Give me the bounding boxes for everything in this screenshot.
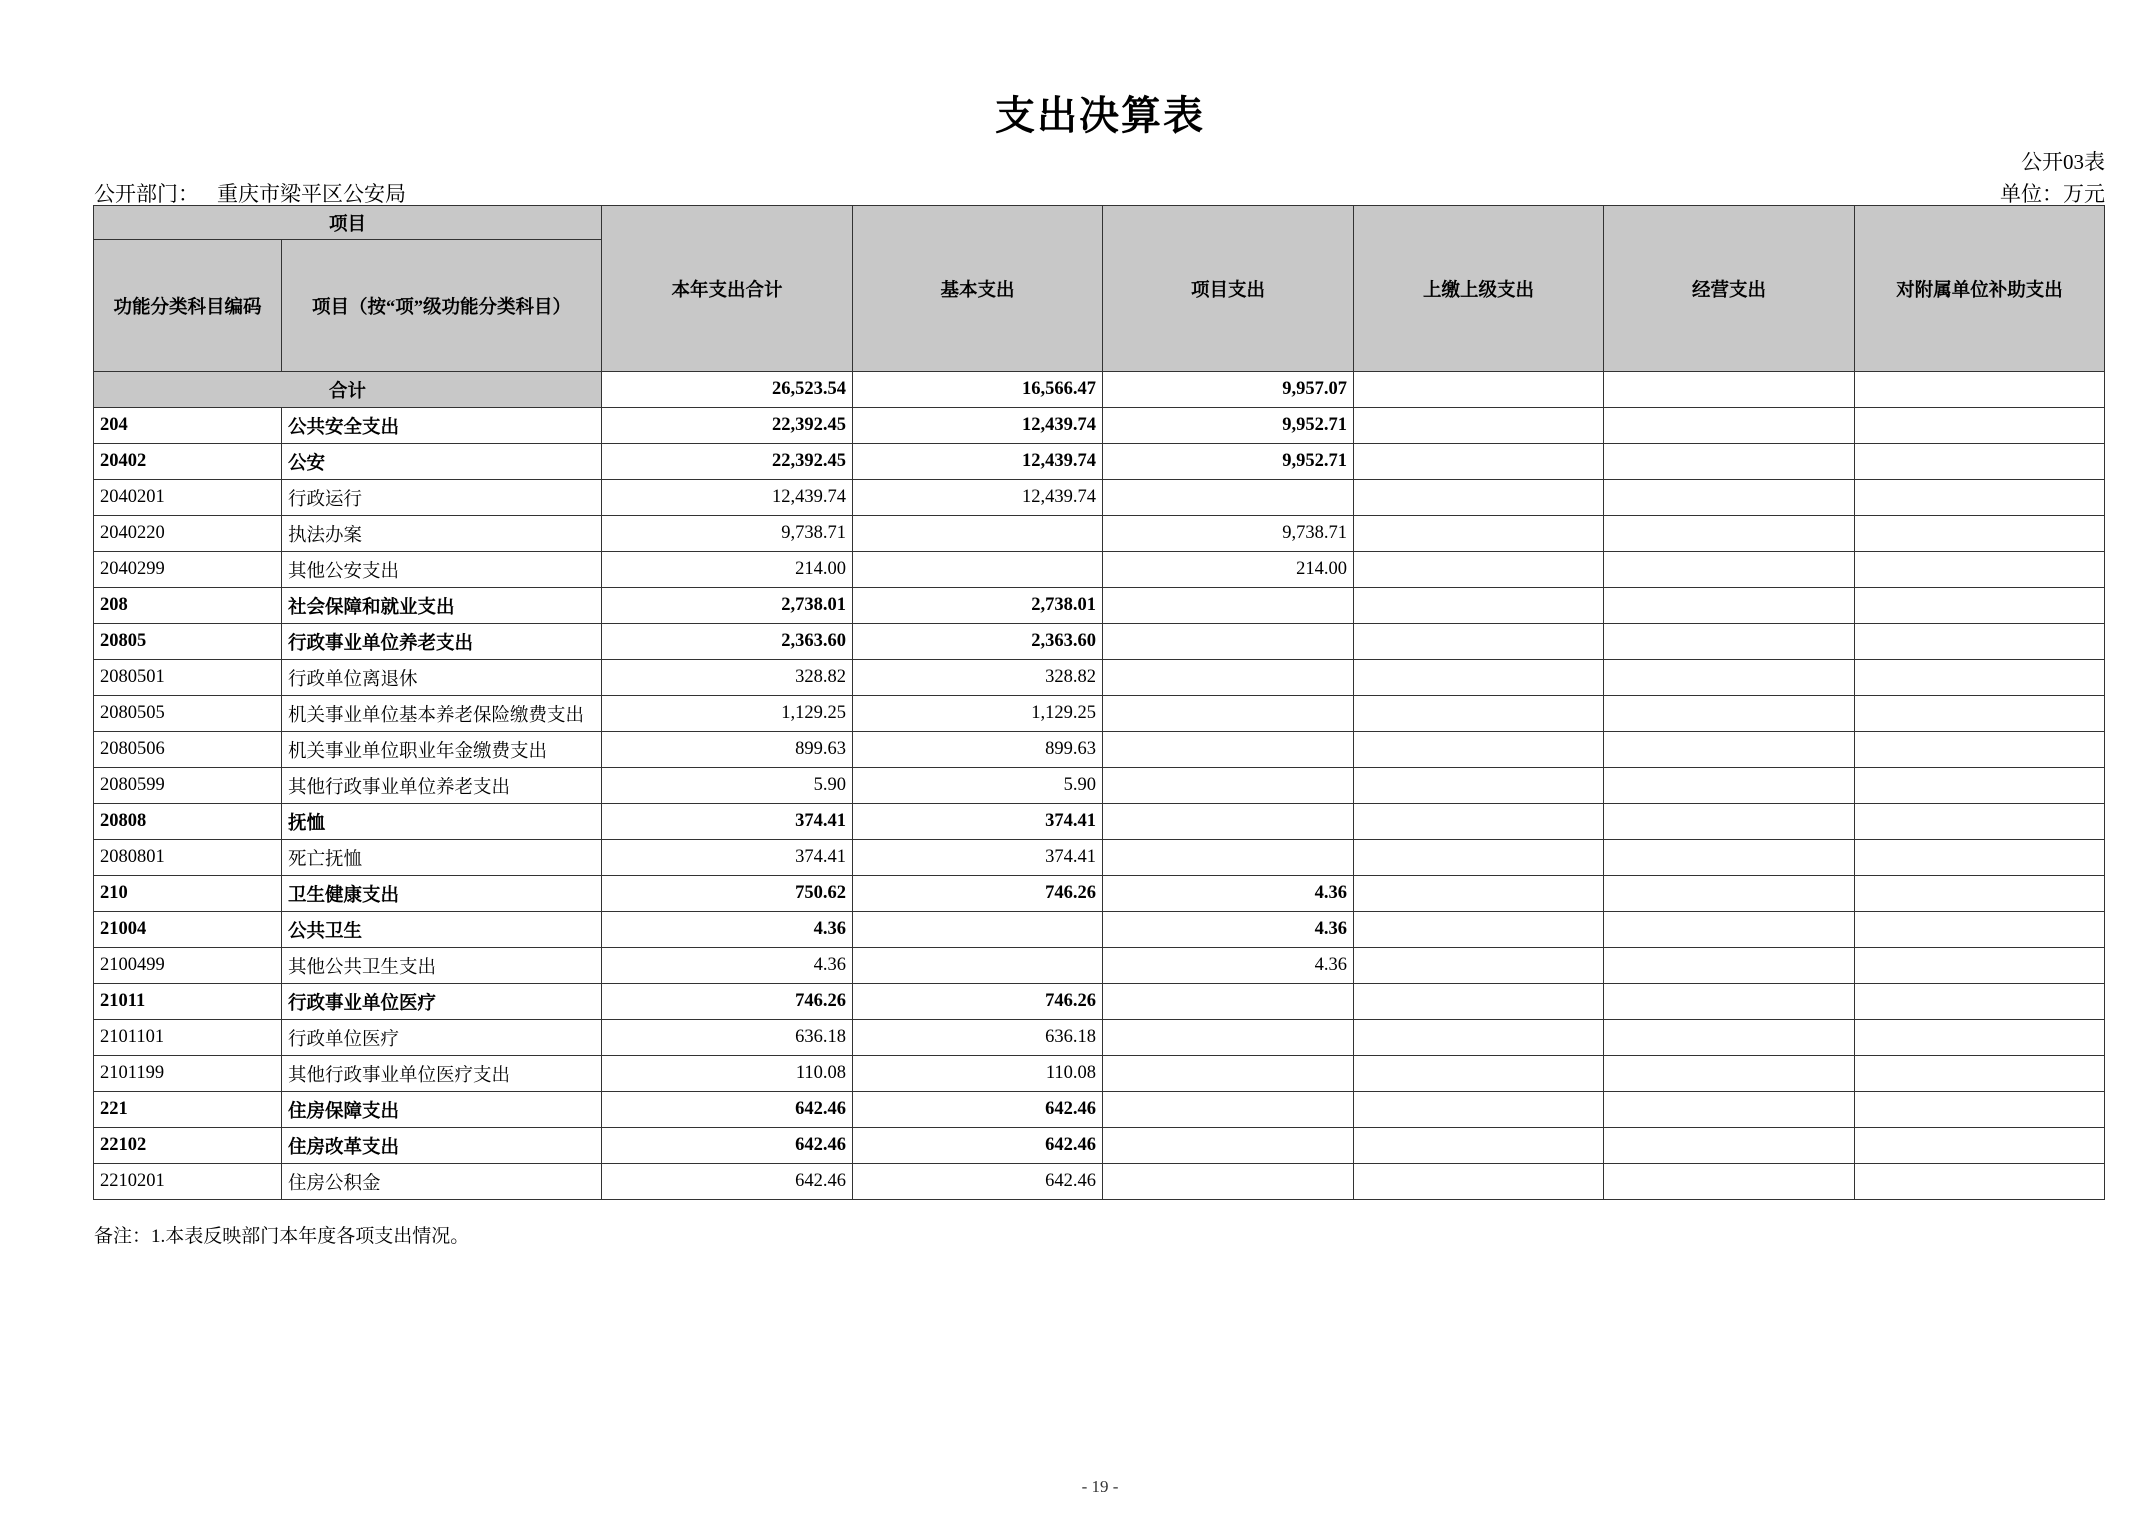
- code-cell: 210: [94, 876, 282, 912]
- project-cell: [1103, 660, 1354, 696]
- basic-cell: 16,566.47: [853, 372, 1103, 408]
- project-cell: [1103, 1056, 1354, 1092]
- business-cell: [1604, 912, 1855, 948]
- name-cell: 社会保障和就业支出: [282, 588, 602, 624]
- department-label: 公开部门：: [94, 182, 199, 206]
- project-cell: 4.36: [1103, 948, 1354, 984]
- total-cell: 5.90: [602, 768, 853, 804]
- table-row: [94, 768, 2105, 804]
- upper-cell: [1354, 732, 1604, 768]
- header-code: 功能分类科目编码: [94, 240, 282, 372]
- header-project-expenditure: 项目支出: [1103, 206, 1354, 372]
- subsidy-cell: [1855, 876, 2105, 912]
- subsidy-cell: [1855, 372, 2105, 408]
- subsidy-cell: [1855, 1020, 2105, 1056]
- project-cell: [1103, 840, 1354, 876]
- code-cell: 21011: [94, 984, 282, 1020]
- total-cell: 1,129.25: [602, 696, 853, 732]
- project-cell: 4.36: [1103, 876, 1354, 912]
- table-row: [94, 552, 2105, 588]
- upper-cell: [1354, 552, 1604, 588]
- total-cell: 642.46: [602, 1092, 853, 1128]
- table-row: [94, 624, 2105, 660]
- header-subsidy: 对附属单位补助支出: [1855, 206, 2105, 372]
- table-row: [94, 516, 2105, 552]
- business-cell: [1604, 768, 1855, 804]
- business-cell: [1604, 624, 1855, 660]
- name-cell: 机关事业单位职业年金缴费支出: [282, 732, 602, 768]
- upper-cell: [1354, 588, 1604, 624]
- basic-cell: 2,738.01: [853, 588, 1103, 624]
- subsidy-cell: [1855, 696, 2105, 732]
- header-row-1: [94, 206, 2105, 240]
- upper-cell: [1354, 804, 1604, 840]
- subsidy-cell: [1855, 1056, 2105, 1092]
- project-cell: 9,952.71: [1103, 408, 1354, 444]
- project-cell: 9,957.07: [1103, 372, 1354, 408]
- code-cell: 221: [94, 1092, 282, 1128]
- total-cell: 899.63: [602, 732, 853, 768]
- upper-cell: [1354, 948, 1604, 984]
- header-name: 项目（按“项”级功能分类科目）: [282, 240, 602, 372]
- upper-cell: [1354, 444, 1604, 480]
- upper-cell: [1354, 660, 1604, 696]
- name-cell: 行政单位离退休: [282, 660, 602, 696]
- name-cell: 其他公安支出: [282, 552, 602, 588]
- name-cell: 住房公积金: [282, 1164, 602, 1200]
- unit-label: 单位：万元: [2000, 182, 2105, 206]
- code-cell: 2080501: [94, 660, 282, 696]
- name-cell: 其他公共卫生支出: [282, 948, 602, 984]
- table-row: [94, 732, 2105, 768]
- name-cell: 卫生健康支出: [282, 876, 602, 912]
- upper-cell: [1354, 1128, 1604, 1164]
- project-cell: [1103, 1020, 1354, 1056]
- total-cell: 328.82: [602, 660, 853, 696]
- total-cell: 2,738.01: [602, 588, 853, 624]
- project-cell: [1103, 696, 1354, 732]
- name-cell: 死亡抚恤: [282, 840, 602, 876]
- basic-cell: 746.26: [853, 984, 1103, 1020]
- page-number: - 19 -: [1081, 1477, 1119, 1496]
- upper-cell: [1354, 696, 1604, 732]
- subsidy-cell: [1855, 984, 2105, 1020]
- total-cell: 750.62: [602, 876, 853, 912]
- basic-cell: 2,363.60: [853, 624, 1103, 660]
- header-basic: 基本支出: [853, 206, 1103, 372]
- department-name: 重庆市梁平区公安局: [217, 182, 406, 206]
- table-row: [94, 1056, 2105, 1092]
- code-cell: 20402: [94, 444, 282, 480]
- subsidy-cell: [1855, 1092, 2105, 1128]
- upper-cell: [1354, 1092, 1604, 1128]
- upper-cell: [1354, 480, 1604, 516]
- project-cell: 4.36: [1103, 912, 1354, 948]
- name-cell: 行政运行: [282, 480, 602, 516]
- basic-cell: 374.41: [853, 840, 1103, 876]
- table-row: [94, 588, 2105, 624]
- subsidy-cell: [1855, 480, 2105, 516]
- basic-cell: 642.46: [853, 1092, 1103, 1128]
- table-row: [94, 1164, 2105, 1200]
- business-cell: [1604, 1056, 1855, 1092]
- table-row: [94, 948, 2105, 984]
- subsidy-cell: [1855, 840, 2105, 876]
- header-business: 经营支出: [1604, 206, 1855, 372]
- basic-cell: 746.26: [853, 876, 1103, 912]
- project-cell: [1103, 1164, 1354, 1200]
- subsidy-cell: [1855, 1128, 2105, 1164]
- total-cell: 22,392.45: [602, 408, 853, 444]
- code-cell: 2040299: [94, 552, 282, 588]
- table-row: [94, 984, 2105, 1020]
- header-project: 项目: [94, 206, 602, 240]
- total-cell: 22,392.45: [602, 444, 853, 480]
- basic-cell: [853, 516, 1103, 552]
- basic-cell: 642.46: [853, 1164, 1103, 1200]
- project-cell: [1103, 588, 1354, 624]
- business-cell: [1604, 984, 1855, 1020]
- project-cell: [1103, 984, 1354, 1020]
- upper-cell: [1354, 1164, 1604, 1200]
- total-cell: 2,363.60: [602, 624, 853, 660]
- total-cell: 374.41: [602, 804, 853, 840]
- basic-cell: 374.41: [853, 804, 1103, 840]
- subsidy-cell: [1855, 732, 2105, 768]
- upper-cell: [1354, 516, 1604, 552]
- code-cell: 2080599: [94, 768, 282, 804]
- table-row: [94, 840, 2105, 876]
- basic-cell: 899.63: [853, 732, 1103, 768]
- project-cell: 9,738.71: [1103, 516, 1354, 552]
- name-cell: 执法办案: [282, 516, 602, 552]
- code-cell: 20808: [94, 804, 282, 840]
- total-cell: 642.46: [602, 1128, 853, 1164]
- name-cell: 公安: [282, 444, 602, 480]
- business-cell: [1604, 1128, 1855, 1164]
- subsidy-cell: [1855, 408, 2105, 444]
- business-cell: [1604, 876, 1855, 912]
- total-cell: 26,523.54: [602, 372, 853, 408]
- upper-cell: [1354, 372, 1604, 408]
- table-row: [94, 912, 2105, 948]
- upper-cell: [1354, 1020, 1604, 1056]
- total-cell: 4.36: [602, 912, 853, 948]
- basic-cell: 328.82: [853, 660, 1103, 696]
- code-cell: 2100499: [94, 948, 282, 984]
- table-row: [94, 1128, 2105, 1164]
- total-cell: 374.41: [602, 840, 853, 876]
- table-row: [94, 480, 2105, 516]
- name-cell: 其他行政事业单位养老支出: [282, 768, 602, 804]
- project-cell: 9,952.71: [1103, 444, 1354, 480]
- subsidy-cell: [1855, 516, 2105, 552]
- business-cell: [1604, 660, 1855, 696]
- code-cell: 2101199: [94, 1056, 282, 1092]
- name-cell: 机关事业单位基本养老保险缴费支出: [282, 696, 602, 732]
- business-cell: [1604, 1020, 1855, 1056]
- upper-cell: [1354, 408, 1604, 444]
- project-cell: [1103, 768, 1354, 804]
- total-cell: 4.36: [602, 948, 853, 984]
- name-cell: 其他行政事业单位医疗支出: [282, 1056, 602, 1092]
- total-cell: 642.46: [602, 1164, 853, 1200]
- name-cell: 住房改革支出: [282, 1128, 602, 1164]
- subsidy-cell: [1855, 948, 2105, 984]
- project-cell: [1103, 1128, 1354, 1164]
- code-cell: 204: [94, 408, 282, 444]
- table-row: [94, 1092, 2105, 1128]
- upper-cell: [1354, 984, 1604, 1020]
- code-cell: 2101101: [94, 1020, 282, 1056]
- code-cell: 2040201: [94, 480, 282, 516]
- upper-cell: [1354, 624, 1604, 660]
- upper-cell: [1354, 840, 1604, 876]
- business-cell: [1604, 840, 1855, 876]
- basic-cell: 12,439.74: [853, 444, 1103, 480]
- table-row: [94, 804, 2105, 840]
- subsidy-cell: [1855, 768, 2105, 804]
- business-cell: [1604, 480, 1855, 516]
- subsidy-cell: [1855, 1164, 2105, 1200]
- basic-cell: 636.18: [853, 1020, 1103, 1056]
- table-row: [94, 876, 2105, 912]
- business-cell: [1604, 588, 1855, 624]
- name-cell: 住房保障支出: [282, 1092, 602, 1128]
- subsidy-cell: [1855, 660, 2105, 696]
- business-cell: [1604, 408, 1855, 444]
- basic-cell: [853, 912, 1103, 948]
- subsidy-cell: [1855, 804, 2105, 840]
- project-cell: [1103, 804, 1354, 840]
- table-row: [94, 444, 2105, 480]
- subsidy-cell: [1855, 912, 2105, 948]
- subsidy-cell: [1855, 588, 2105, 624]
- expenditure-table: [93, 205, 2105, 1200]
- header-total: 本年支出合计: [602, 206, 853, 372]
- basic-cell: 12,439.74: [853, 408, 1103, 444]
- total-label: 合计: [94, 372, 602, 408]
- business-cell: [1604, 804, 1855, 840]
- subsidy-cell: [1855, 444, 2105, 480]
- code-cell: 2080506: [94, 732, 282, 768]
- total-cell: 746.26: [602, 984, 853, 1020]
- business-cell: [1604, 552, 1855, 588]
- name-cell: 抚恤: [282, 804, 602, 840]
- business-cell: [1604, 372, 1855, 408]
- header-upper: 上缴上级支出: [1354, 206, 1604, 372]
- name-cell: 行政事业单位医疗: [282, 984, 602, 1020]
- total-cell: 214.00: [602, 552, 853, 588]
- upper-cell: [1354, 768, 1604, 804]
- code-cell: 21004: [94, 912, 282, 948]
- upper-cell: [1354, 912, 1604, 948]
- code-cell: 2210201: [94, 1164, 282, 1200]
- total-cell: 636.18: [602, 1020, 853, 1056]
- basic-cell: 5.90: [853, 768, 1103, 804]
- business-cell: [1604, 948, 1855, 984]
- basic-cell: 12,439.74: [853, 480, 1103, 516]
- name-cell: 行政事业单位养老支出: [282, 624, 602, 660]
- basic-cell: [853, 552, 1103, 588]
- department-line: [94, 178, 406, 208]
- project-cell: [1103, 624, 1354, 660]
- upper-cell: [1354, 1056, 1604, 1092]
- code-cell: 22102: [94, 1128, 282, 1164]
- name-cell: 行政单位医疗: [282, 1020, 602, 1056]
- total-cell: 9,738.71: [602, 516, 853, 552]
- business-cell: [1604, 1092, 1855, 1128]
- footnote: 备注：1.本表反映部门本年度各项支出情况。: [94, 1226, 470, 1247]
- page-title: 支出决算表: [995, 93, 1205, 138]
- business-cell: [1604, 696, 1855, 732]
- table-row: [94, 660, 2105, 696]
- total-cell: 12,439.74: [602, 480, 853, 516]
- total-cell: 110.08: [602, 1056, 853, 1092]
- table-row: [94, 408, 2105, 444]
- total-row: [94, 372, 2105, 408]
- name-cell: 公共卫生: [282, 912, 602, 948]
- business-cell: [1604, 444, 1855, 480]
- code-cell: 2080505: [94, 696, 282, 732]
- subsidy-cell: [1855, 624, 2105, 660]
- project-cell: 214.00: [1103, 552, 1354, 588]
- table-row: [94, 696, 2105, 732]
- basic-cell: 642.46: [853, 1128, 1103, 1164]
- code-cell: 20805: [94, 624, 282, 660]
- code-cell: 208: [94, 588, 282, 624]
- basic-cell: 1,129.25: [853, 696, 1103, 732]
- project-cell: [1103, 480, 1354, 516]
- name-cell: 公共安全支出: [282, 408, 602, 444]
- table-row: [94, 1020, 2105, 1056]
- upper-cell: [1354, 876, 1604, 912]
- basic-cell: [853, 948, 1103, 984]
- business-cell: [1604, 1164, 1855, 1200]
- business-cell: [1604, 516, 1855, 552]
- form-number: 公开03表: [2021, 150, 2105, 174]
- basic-cell: 110.08: [853, 1056, 1103, 1092]
- subsidy-cell: [1855, 552, 2105, 588]
- business-cell: [1604, 732, 1855, 768]
- project-cell: [1103, 1092, 1354, 1128]
- code-cell: 2080801: [94, 840, 282, 876]
- code-cell: 2040220: [94, 516, 282, 552]
- project-cell: [1103, 732, 1354, 768]
